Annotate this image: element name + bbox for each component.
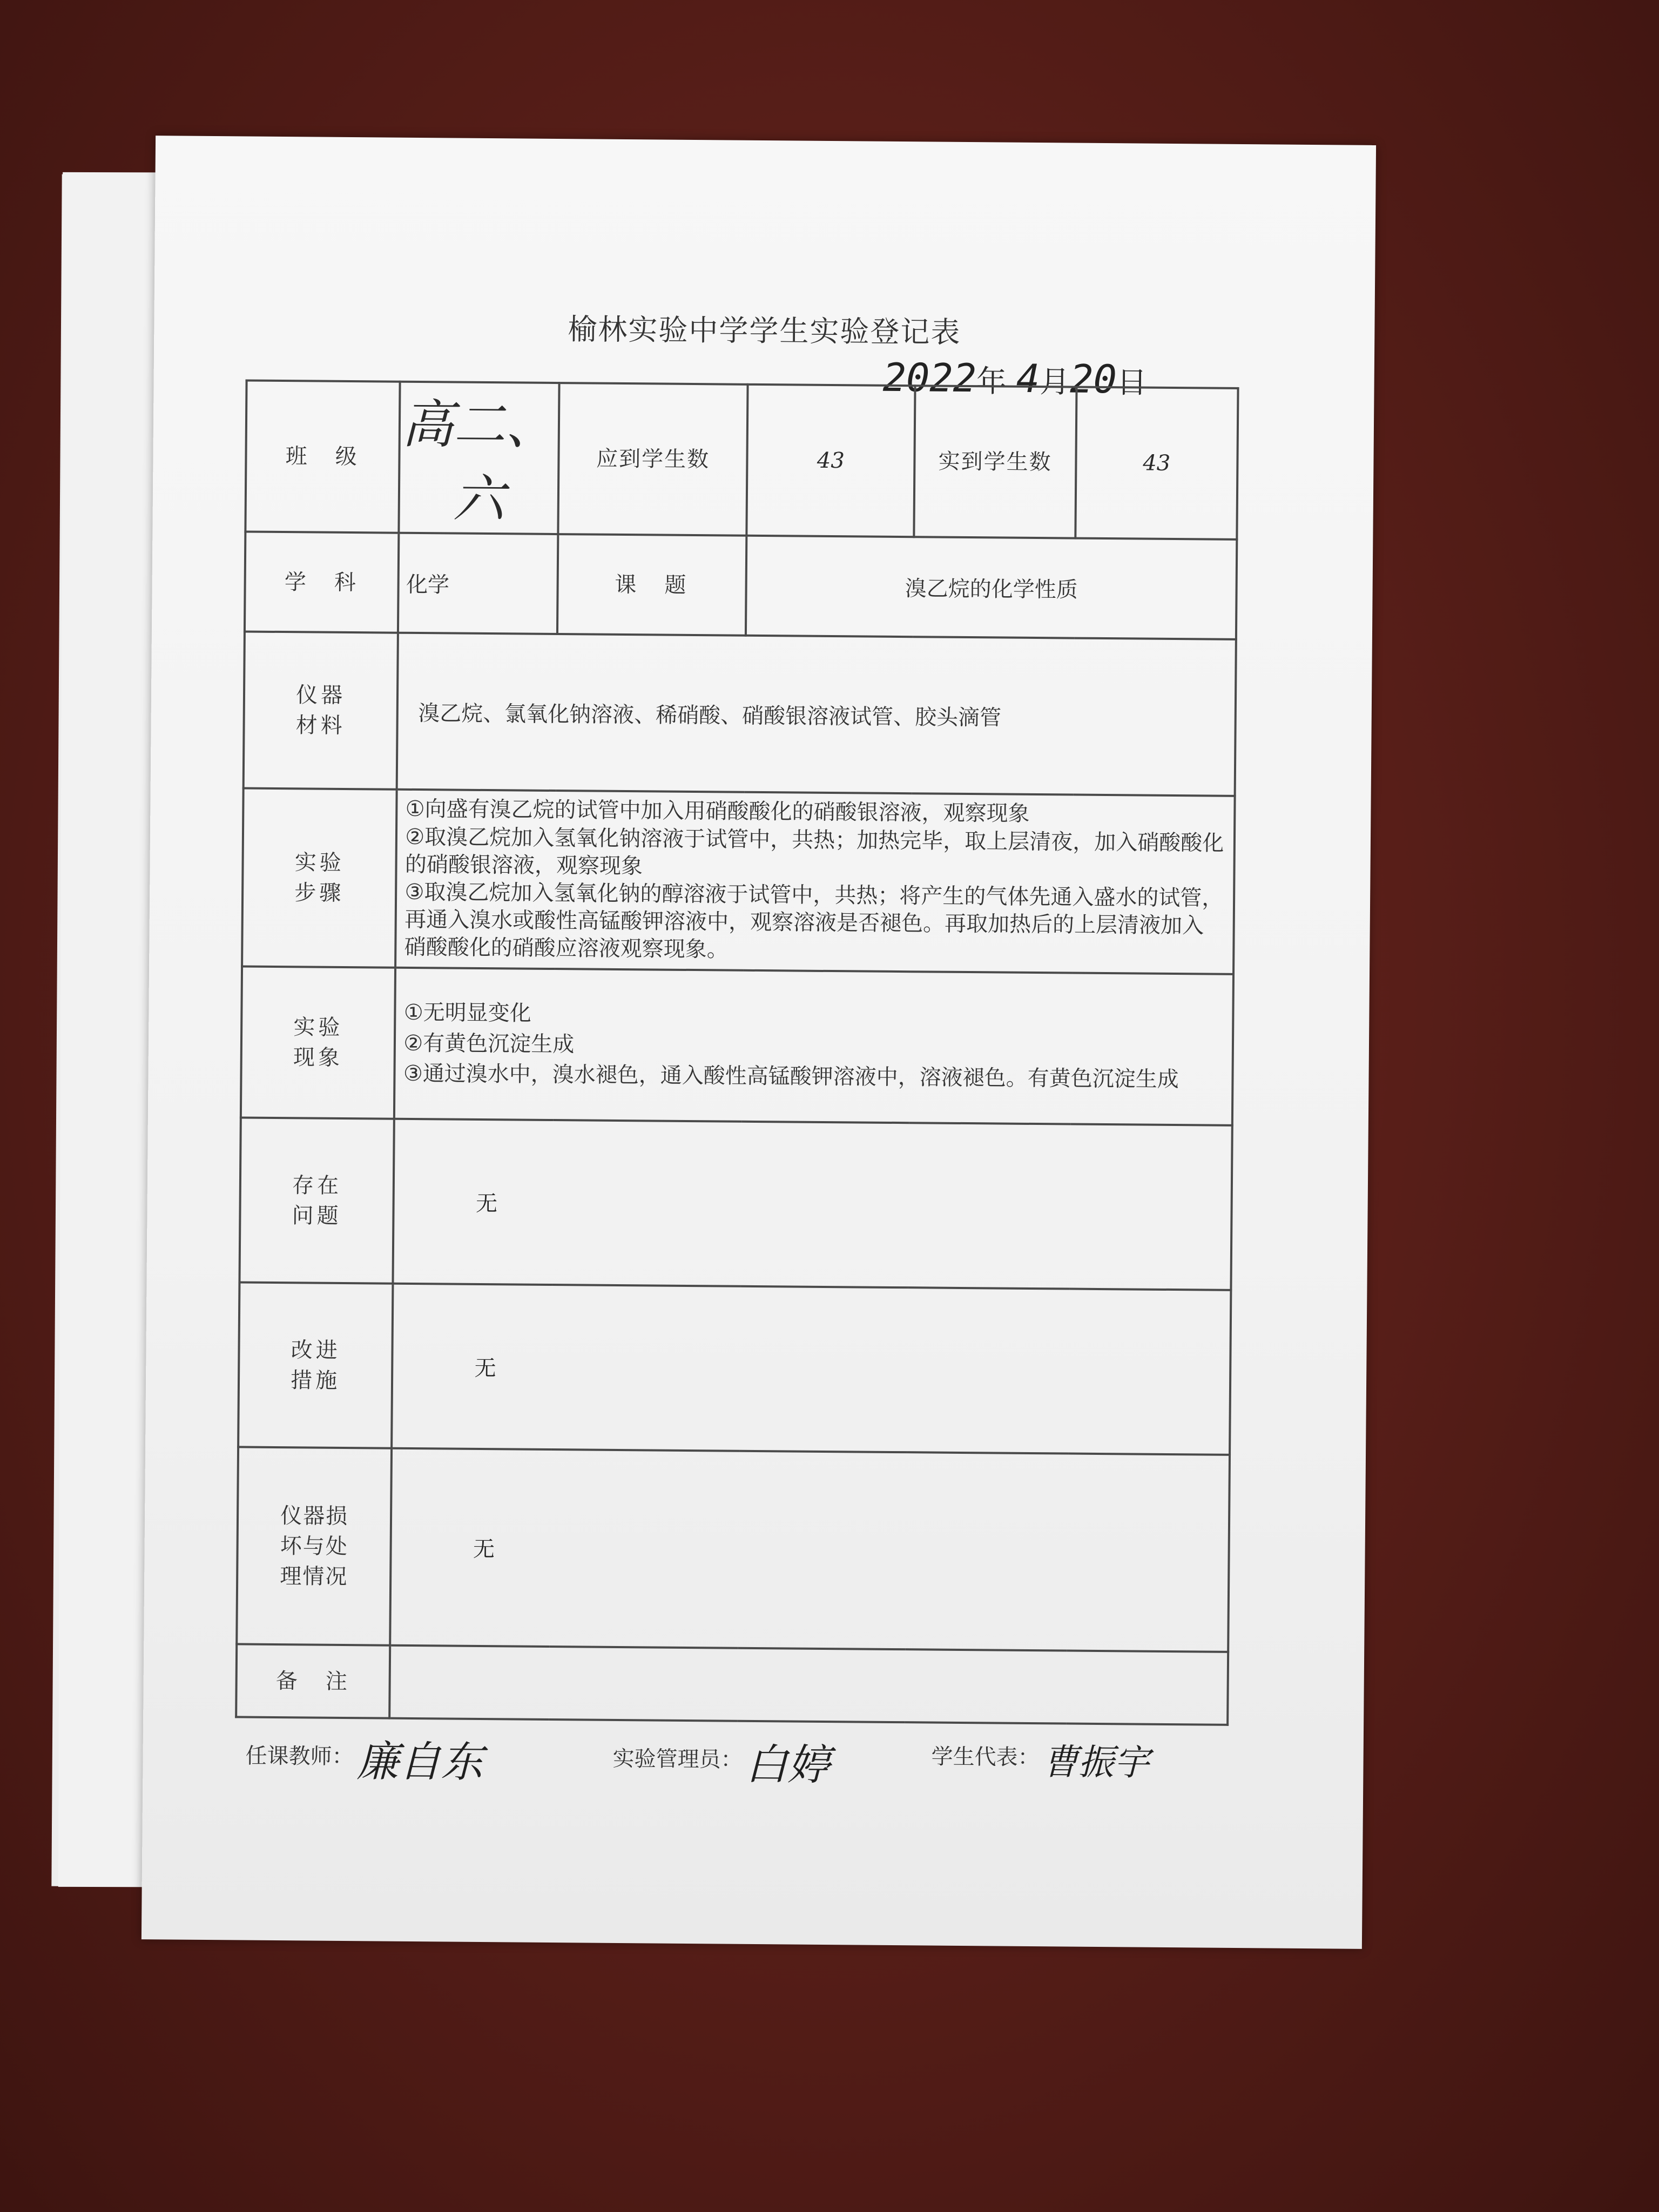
- date-month-suffix: 月: [1039, 365, 1070, 400]
- improvements-label-line: 改进: [291, 1337, 341, 1363]
- materials-value: 溴乙烷、氯氧化钠溶液、稀硝酸、硝酸银溶液试管、胶头滴管: [397, 633, 1236, 796]
- topic-value: 溴乙烷的化学性质: [746, 536, 1237, 639]
- admin-signature-value: 白婷: [745, 1740, 830, 1790]
- date-month: 4: [1016, 355, 1040, 402]
- damage-label: [237, 1447, 392, 1645]
- step-item: ②取溴乙烷加入氢氧化钠溶液于试管中，共热；加热完毕，取上层清夜，加入硝酸酸化的硝酸银溶液，观察现象: [404, 824, 1224, 879]
- student-signature: [931, 1732, 1150, 1785]
- steps-label-line: 步骤: [294, 880, 345, 906]
- problems-label-line: 问题: [292, 1203, 342, 1229]
- step-item: ③取溴乙烷加入氢氧化钠的醇溶液于试管中，共热；将产生的气体先通入盛水的试管，再通入溴水或酸性高锰酸钾溶液中，观察溶液是否褪色。再取加热后的上层清液加入硝酸酸化的硝酸应溶液观察现象。: [404, 879, 1224, 962]
- damage-value: 无: [390, 1448, 1230, 1652]
- registration-form-sheet: [141, 136, 1376, 1949]
- phenomena-value: [394, 968, 1233, 1125]
- expected-students-label: 应到学生数: [558, 383, 747, 536]
- actual-students-value: 43: [1075, 387, 1238, 539]
- steps-label: [242, 788, 397, 967]
- student-label: 学生代表：: [931, 1744, 1040, 1770]
- phenomena-label: [241, 966, 396, 1118]
- row-subject: [245, 532, 1237, 639]
- subject-value: 化学: [398, 533, 558, 634]
- teacher-signature-value: 廉自东: [356, 1737, 483, 1788]
- row-problems: [239, 1117, 1232, 1290]
- topic-label: 课 题: [557, 534, 747, 636]
- date-day-suffix: 日: [1116, 365, 1148, 401]
- row-class: [245, 381, 1238, 539]
- improvements-label-line: 措施: [291, 1367, 341, 1393]
- materials-label: [244, 631, 399, 789]
- date-year: 2022: [882, 354, 977, 401]
- phenomenon-item: ③通过溴水中，溴水褪色，通入酸性高锰酸钾溶液中，溶液褪色。有黄色沉淀生成: [403, 1061, 1179, 1092]
- date-day: 20: [1069, 356, 1117, 402]
- damage-label-line: 坏与处: [280, 1533, 349, 1559]
- registration-table: [235, 379, 1239, 1725]
- step-item: ①向盛有溴乙烷的试管中加入用硝酸酸化的硝酸银溶液，观察现象: [405, 797, 1030, 827]
- steps-label-line: 实验: [294, 850, 345, 875]
- row-damage: [237, 1447, 1230, 1651]
- class-value: 高二、六: [399, 382, 559, 534]
- admin-signature: [612, 1730, 830, 1792]
- problems-value: 无: [393, 1119, 1232, 1290]
- teacher-label: 任课教师：: [245, 1743, 354, 1770]
- phenomena-label-line: 现象: [293, 1045, 343, 1070]
- teacher-signature: [245, 1727, 483, 1789]
- damage-label-line: 仪器损: [280, 1503, 349, 1529]
- admin-label: 实验管理员：: [612, 1746, 743, 1772]
- student-signature-value: 曹振宇: [1042, 1741, 1150, 1784]
- improvements-label: [238, 1282, 393, 1448]
- materials-label-line: 仪器: [296, 683, 346, 708]
- phenomenon-item: ②有黄色沉淀生成: [403, 1030, 575, 1057]
- expected-students-value: 43: [747, 385, 915, 537]
- materials-label-line: 材料: [295, 713, 346, 738]
- date-year-suffix: 年: [976, 364, 1007, 400]
- row-steps: [242, 788, 1235, 974]
- problems-label-line: 存在: [292, 1172, 342, 1198]
- problems-label: [239, 1117, 394, 1283]
- row-materials: [244, 631, 1236, 795]
- form-title: 榆林实验中学学生实验登记表: [568, 312, 961, 349]
- signature-line: [234, 1705, 1261, 1799]
- phenomena-label-line: 实验: [293, 1015, 343, 1040]
- improvements-value: 无: [392, 1284, 1231, 1455]
- row-improvements: [238, 1282, 1231, 1454]
- phenomenon-item: ①无明显变化: [403, 1000, 531, 1026]
- actual-students-label: 实到学生数: [914, 386, 1076, 538]
- damage-label-line: 理情况: [280, 1563, 348, 1589]
- subject-label: 学 科: [245, 532, 399, 633]
- row-phenomena: [241, 966, 1233, 1125]
- steps-value: [395, 790, 1235, 974]
- class-label: 班 级: [245, 381, 400, 533]
- remarks-label: 备 注: [236, 1644, 390, 1718]
